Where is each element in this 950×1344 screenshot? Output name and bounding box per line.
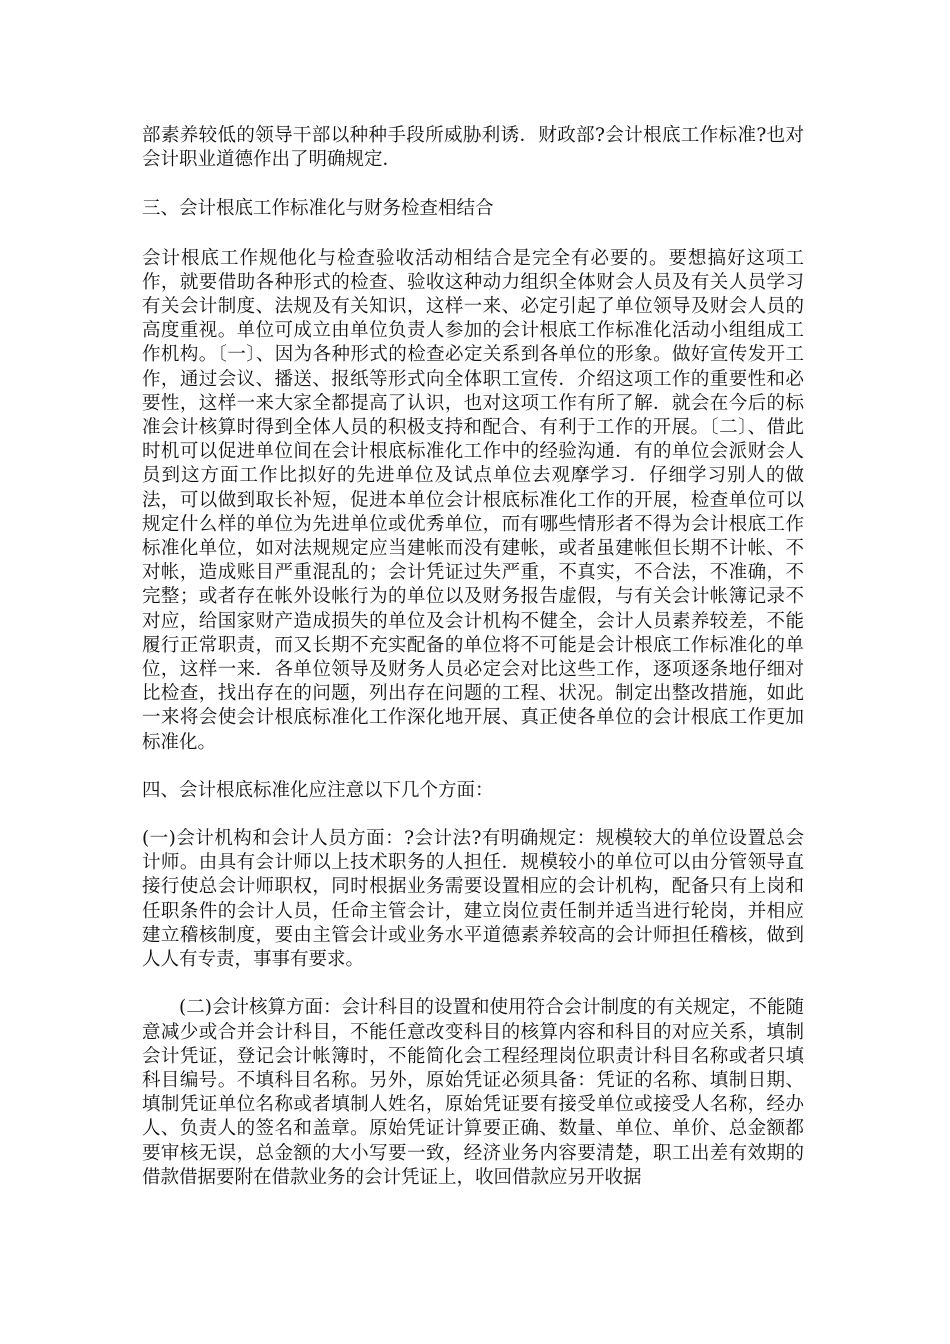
paragraph-intro: 部素养较低的领导干部以种种手段所威胁利诱．财政部?会计根底工作标准?也对会计职业道德作出了明确规定． <box>142 125 804 171</box>
document-page <box>142 124 804 1190</box>
paragraph-accounting-calculation: (二)会计核算方面：会计科目的设置和使用符合会计制度的有关规定，不能随意减少或合并会计科目，不能任意改变科目的核算内容和科目的对应关系，填制会计凭证，登记会计帐簿时，不能简化会工程经理岗位职责计科目名称或者只填科目编号。不填科目名称。另外，原始凭证必须具备：凭证的名称、填制日期、填制凭证单位名称或者填制人姓名，原始凭证要有接受单位或接受人名称，经办人、负责人的签名和盖章。原始凭证计算要正确、数量、单位、单价、总金额都要审核无误，总金额的大小写要一致，经济业务内容要清楚，职工出差有效期的借款借据要附在借款业务的会计凭证上，收回借款应另开收据 <box>142 997 804 1188</box>
paragraph-accounting-organization: (一)会计机构和会计人员方面：?会计法?有明确规定：规模较大的单位设置总会计师。由具有会计师以上技术职务的人担任．规模较小的单位可以由分管领导直接行使总会计师职权，同时根据业务需要设置相应的会计机构，配备只有上岗和任职条件的会计人员，任命主管会计，建立岗位责任制并适当进行轮岗，并相应建立稽核制度，要由主管会计或业务水平道德素养较高的会计师担任稽核，做到人人有专责，事事有要求。 <box>142 828 804 971</box>
paragraph-section-three: 会计根底工作规他化与检查验收活动相结合是完全有必要的。要想搞好这项工作，就要借助各种形式的检查、验收这种动力组织全体财会人员及有关人员学习有关会计制度、法规及有关知识，这样一来、必定引起了单位领导及财会人员的高度重视。单位可成立由单位负责人参加的会计根底工作标准化活动小组组成工作机构。〔一〕、因为各种形式的检查必定关系到各单位的形象。做好宣传发开工作，通过会议、播送、报纸等形式向全体职工宣传．介绍这项工作的重要性和必要性，这样一来大家全都提高了认识，也对这项工作有所了解．就会在今后的标准会计核算时得到全体人员的积极支持和配合、有利于工作的开展。〔二〕、借此时机可以促进单位间在会计根底标准化工作中的经验沟通．有的单位会派财会人员到这方面工作比拟好的先进单位及试点单位去观摩学习．仔细学习别人的做法，可以做到取长补短，促进本单位会计根底标准化工作的开展，检查单位可以规定什么样的单位为先进单位或优秀单位，而有哪些情形者不得为会计根底工作标准化单位，如对法规规定应当建帐而没有建帐，或者虽建帐但长期不计帐、不对帐，造成账目严重混乱的；会计凭证过失严重，不真实，不合法，不准确，不完整；或者存在帐外设帐行为的单位以及财务报告虚假，与有关会计帐簿记录不对应，给国家财产造成损失的单位及会计机构不健全，会计人员素养较差，不能履行正常职责，而又长期不充实配备的单位将不可能是会计根底工作标准化的单位，这样一来．各单位领导及财务人员必定会对比这些工作，逐项逐条地仔细对比检查，找出存在的问题，列出存在问题的工程、状况。制定出整改措施，如此一来将会使会计根底标准化工作深化地开展、真正使各单位的会计根底工作更加标准化。 <box>142 247 804 753</box>
section-heading-four: 四、会计根底标准化应注意以下几个方面： <box>142 779 494 801</box>
section-heading-three: 三、会计根底工作标准化与财务检查相结合 <box>142 198 494 220</box>
